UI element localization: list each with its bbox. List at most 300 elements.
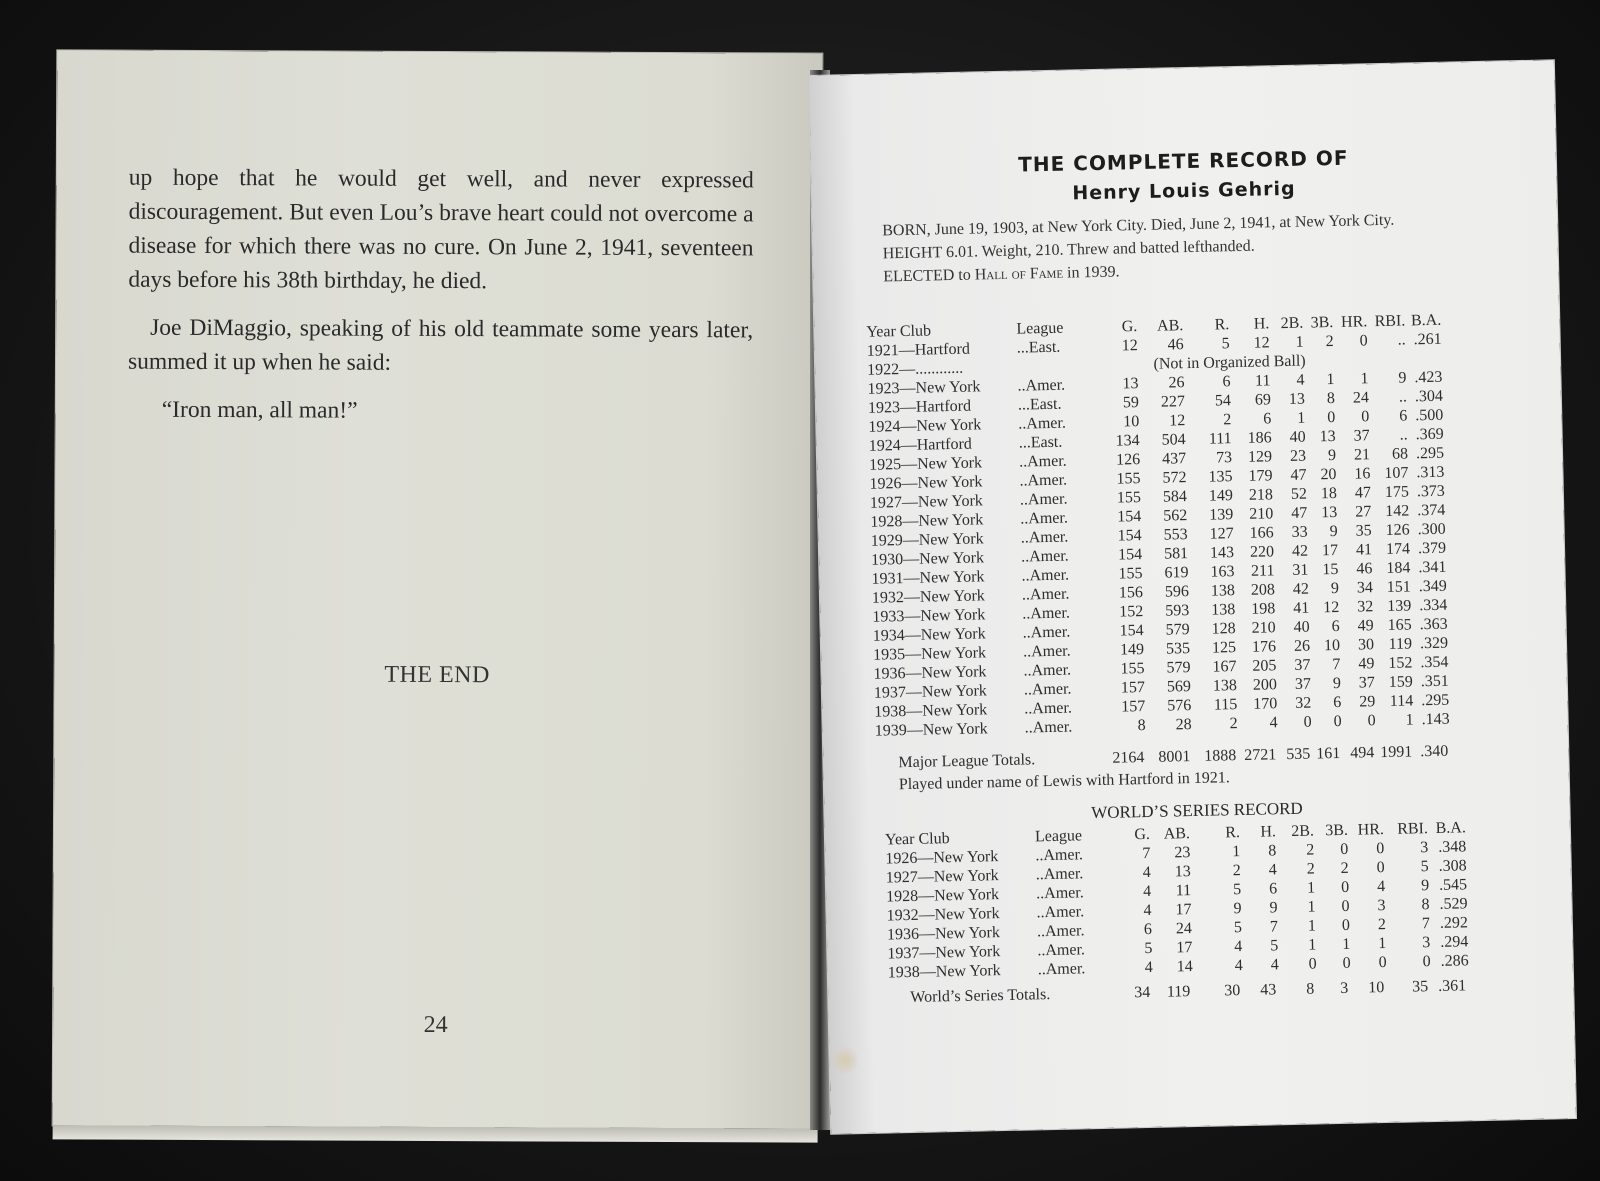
stat-cell: 0 [1376, 859, 1385, 877]
bio-elected-suffix: in 1939. [1066, 263, 1120, 282]
col-header: R. [1225, 824, 1241, 842]
stat-cell: 0 [1422, 953, 1431, 971]
stat-cell: .. [1397, 331, 1406, 349]
stat-cell: 5 [1144, 939, 1153, 958]
stat-cell: 0 [1308, 955, 1317, 973]
stat-cell: 41 [1293, 599, 1310, 617]
league-cell: ..Amer. [1020, 509, 1069, 528]
stat-cell: 4 [1142, 863, 1151, 882]
stat-cell: 18 [1320, 484, 1338, 503]
stat-cell: 126 [1385, 521, 1410, 539]
stat-cell: 11 [1175, 882, 1192, 900]
stat-cell: 9 [1329, 522, 1338, 541]
stat-cell: 0 [1341, 897, 1350, 915]
stat-cell: 210 [1249, 505, 1274, 523]
stat-cell: 0 [1340, 840, 1349, 858]
stat-cell: 7 [1269, 918, 1279, 936]
totals-cell: 2164 [1112, 749, 1145, 767]
league-cell: ..Amer. [1019, 490, 1068, 509]
stat-cell: .308 [1438, 857, 1467, 875]
stat-cell: 1 [1232, 843, 1241, 861]
col-header: 3B. [1325, 821, 1349, 840]
stat-cell: 42 [1292, 580, 1310, 598]
stat-cell: 166 [1249, 524, 1274, 542]
stat-cell: 174 [1385, 540, 1411, 558]
stat-cell: 218 [1248, 486, 1274, 504]
stat-cell: 9 [1327, 446, 1337, 465]
stat-cell: 20 [1320, 465, 1337, 484]
stat-cell: 1 [1307, 898, 1316, 916]
year-club-cell: 1937—New York [887, 943, 1001, 963]
totals-cell: 535 [1286, 745, 1311, 764]
stat-cell: 154 [1117, 508, 1142, 526]
stat-cell: .341 [1418, 558, 1447, 577]
stat-cell: 0 [1359, 332, 1368, 350]
year-club-cell: 1936—New York [886, 924, 1001, 944]
stat-cell: 129 [1247, 448, 1273, 466]
career-stats-table [866, 311, 1450, 741]
totals-cell: 1888 [1204, 747, 1237, 765]
stat-cell: 4 [1144, 958, 1153, 977]
stat-cell: 4 [1142, 882, 1152, 901]
year-club-cell: 1926—New York [869, 473, 983, 493]
col-header: H. [1260, 823, 1277, 841]
stat-cell: 562 [1163, 507, 1188, 525]
stat-cell: 52 [1290, 485, 1308, 503]
stat-cell: 32 [1295, 694, 1312, 712]
stat-cell: 9 [1332, 674, 1342, 693]
stat-cell: .304 [1414, 387, 1444, 406]
stat-cell: 1 [1360, 370, 1369, 388]
year-club-cell: 1938—New York [887, 962, 1001, 982]
stat-cell: 149 [1208, 487, 1234, 505]
year-club-cell: 1936—New York [873, 663, 987, 683]
league-cell: ..Amer. [1035, 865, 1084, 884]
stat-cell: .529 [1439, 895, 1468, 913]
col-header: League [1034, 827, 1083, 846]
stat-cell: 6 [1263, 410, 1272, 428]
stat-cell: 11 [1254, 372, 1271, 390]
stat-cell: .351 [1420, 672, 1449, 691]
stat-cell: 155 [1118, 565, 1143, 583]
stat-cell: 8 [1268, 842, 1277, 860]
stat-cell: .363 [1419, 615, 1448, 634]
stat-cell: 572 [1162, 469, 1187, 487]
league-cell: ..Amer. [1023, 680, 1072, 699]
stat-cell: 596 [1164, 583, 1190, 601]
stat-cell: 165 [1387, 616, 1412, 634]
stat-cell: 9 [1269, 899, 1278, 917]
year-club-cell: 1935—New York [872, 644, 987, 664]
stat-cell: 37 [1358, 674, 1376, 692]
col-header: R. [1214, 316, 1230, 334]
stat-cell: 15 [1322, 560, 1339, 579]
col-header: B.A. [1435, 819, 1467, 837]
stat-cell: 156 [1118, 584, 1144, 602]
year-club-cell: 1932—New York [886, 905, 1000, 925]
stat-cell: 179 [1248, 467, 1273, 485]
paper-stain [829, 1045, 860, 1076]
col-header: RBI. [1397, 820, 1429, 838]
totals-cell: 494 [1350, 744, 1375, 762]
major-league-totals [898, 743, 1448, 773]
stat-cell: 33 [1291, 523, 1308, 541]
world-series-totals [910, 977, 1466, 1007]
stat-cell: 5 [1221, 335, 1230, 353]
col-header: Year Club [866, 322, 932, 341]
stat-cell: .143 [1421, 710, 1450, 729]
stat-cell: 7 [1332, 655, 1341, 674]
stat-cell: 569 [1166, 678, 1192, 696]
stat-cell: 157 [1120, 679, 1146, 697]
stat-cell: 2 [1232, 862, 1241, 880]
league-cell: ..Amer. [1022, 623, 1071, 642]
stat-cell: 535 [1165, 640, 1191, 658]
stat-cell: 6 [1331, 617, 1340, 636]
stat-cell: 4 [1269, 714, 1278, 732]
ws-totals-cell: 8 [1306, 980, 1315, 998]
ws-totals-cell: 35 [1412, 978, 1429, 996]
stat-cell: 154 [1117, 527, 1142, 545]
stat-cell: 54 [1214, 392, 1232, 410]
col-header: G. [1134, 825, 1151, 844]
stat-cell: .373 [1416, 482, 1446, 501]
stat-cell: 115 [1213, 696, 1238, 714]
stat-cell: 59 [1122, 394, 1140, 412]
league-cell: ..Amer. [1022, 642, 1071, 661]
world-series-title: WORLD’S SERIES RECORD [1090, 798, 1303, 823]
league-cell: ..Amer. [1024, 699, 1073, 718]
year-club-cell: 1937—New York [873, 682, 988, 702]
stat-cell: 34 [1356, 579, 1374, 597]
year-club-cell: 1925—New York [868, 454, 983, 474]
stat-cell: 40 [1289, 428, 1306, 446]
stat-cell: 68 [1391, 445, 1409, 463]
stat-cell: 1 [1306, 879, 1316, 897]
stat-cell: 553 [1163, 526, 1188, 544]
col-header: 2B. [1280, 314, 1304, 333]
stat-cell: 1 [1326, 370, 1335, 389]
bio-hall-of-fame: Hall of Fame [974, 264, 1064, 284]
year-club-cell: 1926—New York [885, 848, 999, 868]
stat-cell: 1 [1342, 935, 1351, 953]
stat-cell: .349 [1418, 577, 1448, 596]
year-club-cell: 1938—New York [874, 701, 988, 721]
stat-cell: 504 [1161, 431, 1186, 449]
year-club-cell: 1928—New York [870, 511, 984, 531]
stat-cell: 6 [1222, 373, 1231, 391]
ws-totals-cell: 43 [1260, 981, 1277, 999]
stat-cell: 176 [1251, 638, 1277, 656]
stat-cell: 47 [1291, 504, 1308, 522]
stat-cell: .295 [1415, 444, 1445, 463]
totals-cell: 161 [1316, 744, 1341, 763]
stat-cell: 30 [1357, 636, 1375, 654]
stat-cell: .300 [1417, 520, 1446, 539]
stat-cell: 4 [1234, 957, 1243, 975]
totals-label: Major League Totals. [898, 751, 1036, 772]
stat-cell: 13 [1288, 390, 1306, 408]
stat-cell: 5 [1233, 919, 1243, 937]
stat-cell: 576 [1167, 697, 1192, 715]
record-title-line1: THE COMPLETE RECORD OF [1017, 145, 1349, 177]
stat-cell: 6 [1399, 407, 1408, 425]
stat-cell: .334 [1419, 596, 1448, 615]
bio-height: HEIGHT 6.01. Weight, 210. Threw and batted lefthanded. [882, 237, 1255, 263]
stat-cell: .374 [1417, 501, 1446, 520]
stat-cell: 42 [1291, 542, 1309, 560]
stat-cell: 155 [1120, 660, 1145, 678]
stat-cell: 40 [1293, 618, 1310, 636]
career-body [867, 330, 1450, 741]
stat-cell: 7 [1421, 915, 1431, 933]
league-cell: ..Amer. [1021, 585, 1070, 604]
bio-elected-prefix: ELECTED to [883, 266, 971, 286]
stat-cell: 619 [1164, 564, 1189, 582]
stat-cell: 24 [1175, 920, 1193, 938]
year-club-cell: 1934—New York [872, 625, 986, 645]
league-cell: ..Amer. [1037, 960, 1086, 979]
record-title-line2: Henry Louis Gehrig [1072, 177, 1296, 205]
col-header: G. [1121, 318, 1138, 336]
stat-cell: 1 [1307, 917, 1317, 935]
stat-cell: 5 [1232, 881, 1242, 899]
stat-cell: 28 [1175, 716, 1192, 734]
stat-cell: 9 [1420, 877, 1430, 895]
col-header: H. [1253, 315, 1270, 333]
stat-cell: 12 [1121, 337, 1138, 355]
stat-cell: .. [1398, 388, 1408, 406]
stat-cell: 227 [1160, 393, 1186, 411]
stat-cell: 23 [1174, 844, 1191, 862]
stat-cell: 125 [1211, 639, 1237, 657]
stat-cell: 32 [1357, 598, 1374, 616]
stat-cell: 163 [1210, 563, 1235, 581]
stat-cell: 6 [1268, 880, 1278, 898]
totals-cell: .340 [1420, 742, 1449, 761]
stat-cell: 143 [1209, 544, 1235, 562]
year-club-cell: 1924—Hartford [868, 435, 973, 455]
year-club-cell: 1927—New York [869, 492, 984, 512]
stat-cell: 107 [1384, 464, 1409, 482]
stat-cell: 111 [1208, 430, 1232, 448]
stat-cell: 184 [1386, 559, 1411, 577]
stat-cell: 186 [1247, 429, 1272, 447]
stat-cell: 10 [1123, 413, 1140, 431]
year-club-cell: 1929—New York [870, 530, 984, 550]
stat-cell: 4 [1234, 938, 1243, 956]
stat-cell: .500 [1415, 406, 1444, 425]
stat-cell: .313 [1416, 463, 1445, 482]
stat-cell: 24 [1352, 389, 1370, 407]
stat-cell: 200 [1252, 676, 1278, 694]
paragraph-dimaggio: Joe DiMaggio, speaking of his old teammate some years later, summed it up when he said: [127, 314, 754, 376]
stat-cell: 46 [1356, 560, 1373, 578]
stat-cell: 211 [1250, 562, 1275, 580]
the-end-heading: THE END [384, 661, 490, 689]
stat-cell: 2 [1340, 859, 1349, 877]
stat-cell: 6 [1143, 920, 1153, 939]
year-club-cell: 1923—Hartford [867, 397, 972, 417]
page-number: 24 [423, 1011, 448, 1039]
stat-cell: 135 [1208, 468, 1233, 486]
stat-cell: 593 [1165, 602, 1190, 620]
stat-cell: .329 [1419, 634, 1449, 653]
stat-cell: 205 [1252, 657, 1277, 675]
stat-cell: 1 [1405, 711, 1414, 729]
stat-cell: 0 [1376, 840, 1385, 858]
stat-cell: 167 [1212, 658, 1237, 676]
stat-cell: 2 [1223, 411, 1232, 429]
stat-cell: 5 [1270, 937, 1279, 955]
stat-cell: .423 [1414, 368, 1443, 387]
league-cell: ..Amer. [1020, 547, 1069, 566]
league-cell: ..Amer. [1036, 884, 1084, 903]
stat-cell: 31 [1292, 561, 1309, 579]
stat-cell: 7 [1142, 844, 1151, 863]
stat-cell: 0 [1367, 712, 1376, 730]
stat-cell: 208 [1250, 581, 1276, 599]
ws-body [885, 837, 1469, 982]
stat-cell: 73 [1215, 449, 1233, 467]
year-club-cell: 1923—New York [867, 378, 981, 398]
stat-cell: 175 [1384, 483, 1410, 501]
stat-cell: 126 [1115, 451, 1141, 469]
totals-cell: 8001 [1158, 748, 1191, 766]
league-cell: ...East. [1017, 395, 1062, 414]
stat-cell: 0 [1341, 916, 1351, 934]
league-cell: ..Amer. [1020, 528, 1069, 547]
col-header: RBI. [1374, 312, 1406, 331]
stat-cell: 157 [1121, 698, 1146, 716]
stat-cell: 49 [1358, 655, 1375, 673]
stat-cell: 152 [1119, 603, 1144, 621]
stat-cell: .294 [1440, 933, 1469, 951]
stat-cell: 581 [1163, 545, 1189, 563]
ws-totals-label: World’s Series Totals. [910, 986, 1051, 1006]
stat-cell: 8 [1326, 389, 1336, 408]
stat-cell: .295 [1421, 691, 1450, 710]
stat-cell: 2 [1229, 715, 1238, 733]
stat-cell: 14 [1176, 958, 1193, 976]
stat-cell: 3 [1420, 839, 1429, 857]
col-header: League [1016, 319, 1064, 338]
stat-cell: 3 [1377, 897, 1386, 915]
bio-block [862, 207, 1453, 288]
stat-cell: 0 [1333, 712, 1342, 731]
col-header: AB. [1156, 317, 1184, 335]
stat-cell: 2 [1325, 332, 1334, 351]
stat-cell: 584 [1162, 488, 1188, 506]
league-cell: ..Amer. [1022, 604, 1071, 623]
stat-cell: 17 [1175, 901, 1192, 919]
stat-cell: 154 [1119, 622, 1144, 640]
stat-cell: 0 [1303, 713, 1312, 731]
quote-iron-man: “Iron man, all man!” [161, 396, 358, 424]
col-header: 3B. [1310, 313, 1334, 332]
league-cell: ..Amer. [1018, 452, 1067, 471]
bio-born: BORN, June 19, 1903, at New York City. Died, June 2, 1941, at New York City. [882, 211, 1395, 240]
stat-cell: 4 [1270, 956, 1279, 974]
stat-cell: 35 [1355, 522, 1372, 540]
year-club-cell: 1928—New York [886, 886, 1000, 906]
stat-cell: 119 [1388, 635, 1413, 653]
stat-cell: 4 [1296, 371, 1305, 389]
stat-cell: 41 [1355, 541, 1373, 559]
stat-cell: 9 [1398, 369, 1407, 387]
stat-cell: 4 [1268, 861, 1277, 879]
league-cell: ..Amer. [1036, 903, 1085, 922]
stat-cell: 21 [1353, 446, 1371, 464]
hartford-note: Played under name of Lewis with Hartford in 1921. [898, 769, 1231, 794]
col-header: 2B. [1291, 822, 1315, 840]
stat-cell: 138 [1212, 677, 1238, 695]
stat-cell: .379 [1417, 539, 1447, 558]
col-header: Year Club [884, 830, 950, 849]
stat-cell: .348 [1438, 838, 1467, 856]
col-header: B.A. [1410, 311, 1442, 330]
stat-cell: 13 [1174, 863, 1191, 881]
col-header: HR. [1340, 313, 1368, 331]
stat-cell: 127 [1209, 525, 1234, 543]
stat-cell: .354 [1420, 653, 1449, 672]
world-series-table [885, 818, 1469, 982]
stat-cell: 128 [1211, 620, 1236, 638]
ws-totals-cell: 10 [1368, 979, 1385, 997]
year-club-cell: 1933—New York [872, 606, 986, 626]
stat-cell: 27 [1355, 503, 1372, 521]
stat-cell: 13 [1122, 375, 1139, 393]
stat-cell: 0 [1342, 954, 1351, 972]
stat-cell: 2 [1377, 916, 1387, 934]
ws-totals-cell: 34 [1134, 983, 1151, 1002]
left-page-body [128, 161, 754, 444]
stat-cell: 69 [1254, 391, 1272, 409]
stat-cell: 9 [1330, 579, 1340, 598]
stat-cell: 152 [1388, 654, 1413, 672]
stat-cell: 23 [1289, 447, 1307, 465]
stat-cell: 12 [1323, 598, 1340, 617]
stat-cell: 26 [1293, 637, 1311, 655]
stat-cell: 13 [1319, 427, 1336, 446]
stat-cell: 155 [1116, 470, 1141, 488]
stat-cell: 139 [1209, 506, 1234, 524]
stat-cell: 159 [1388, 673, 1414, 691]
stat-cell: 37 [1294, 656, 1311, 674]
stat-cell: 220 [1249, 543, 1275, 561]
stat-cell: 17 [1321, 541, 1339, 560]
league-cell: ..Amer. [1021, 566, 1070, 585]
stat-cell: 149 [1119, 641, 1145, 659]
stat-cell: 5 [1420, 858, 1429, 876]
stat-cell: 13 [1321, 503, 1338, 522]
stat-cell: 134 [1115, 432, 1140, 450]
stat-cell: 1 [1378, 935, 1387, 953]
year-club-cell: 1924—New York [868, 416, 982, 436]
year-club-cell: 1932—New York [871, 587, 986, 607]
stat-cell: 0 [1327, 408, 1336, 427]
stat-cell: 154 [1117, 546, 1143, 564]
stat-cell: 29 [1359, 693, 1376, 711]
league-cell: ..Amer. [1017, 376, 1066, 395]
year-club-cell: 1927—New York [885, 867, 999, 887]
col-header: HR. [1357, 821, 1385, 839]
year-club-cell: 1931—New York [871, 568, 985, 588]
stat-cell: 49 [1357, 617, 1374, 635]
ws-totals-cell: 30 [1224, 982, 1241, 1000]
stat-cell: 1 [1295, 333, 1304, 351]
league-cell: ...East. [1016, 338, 1061, 357]
